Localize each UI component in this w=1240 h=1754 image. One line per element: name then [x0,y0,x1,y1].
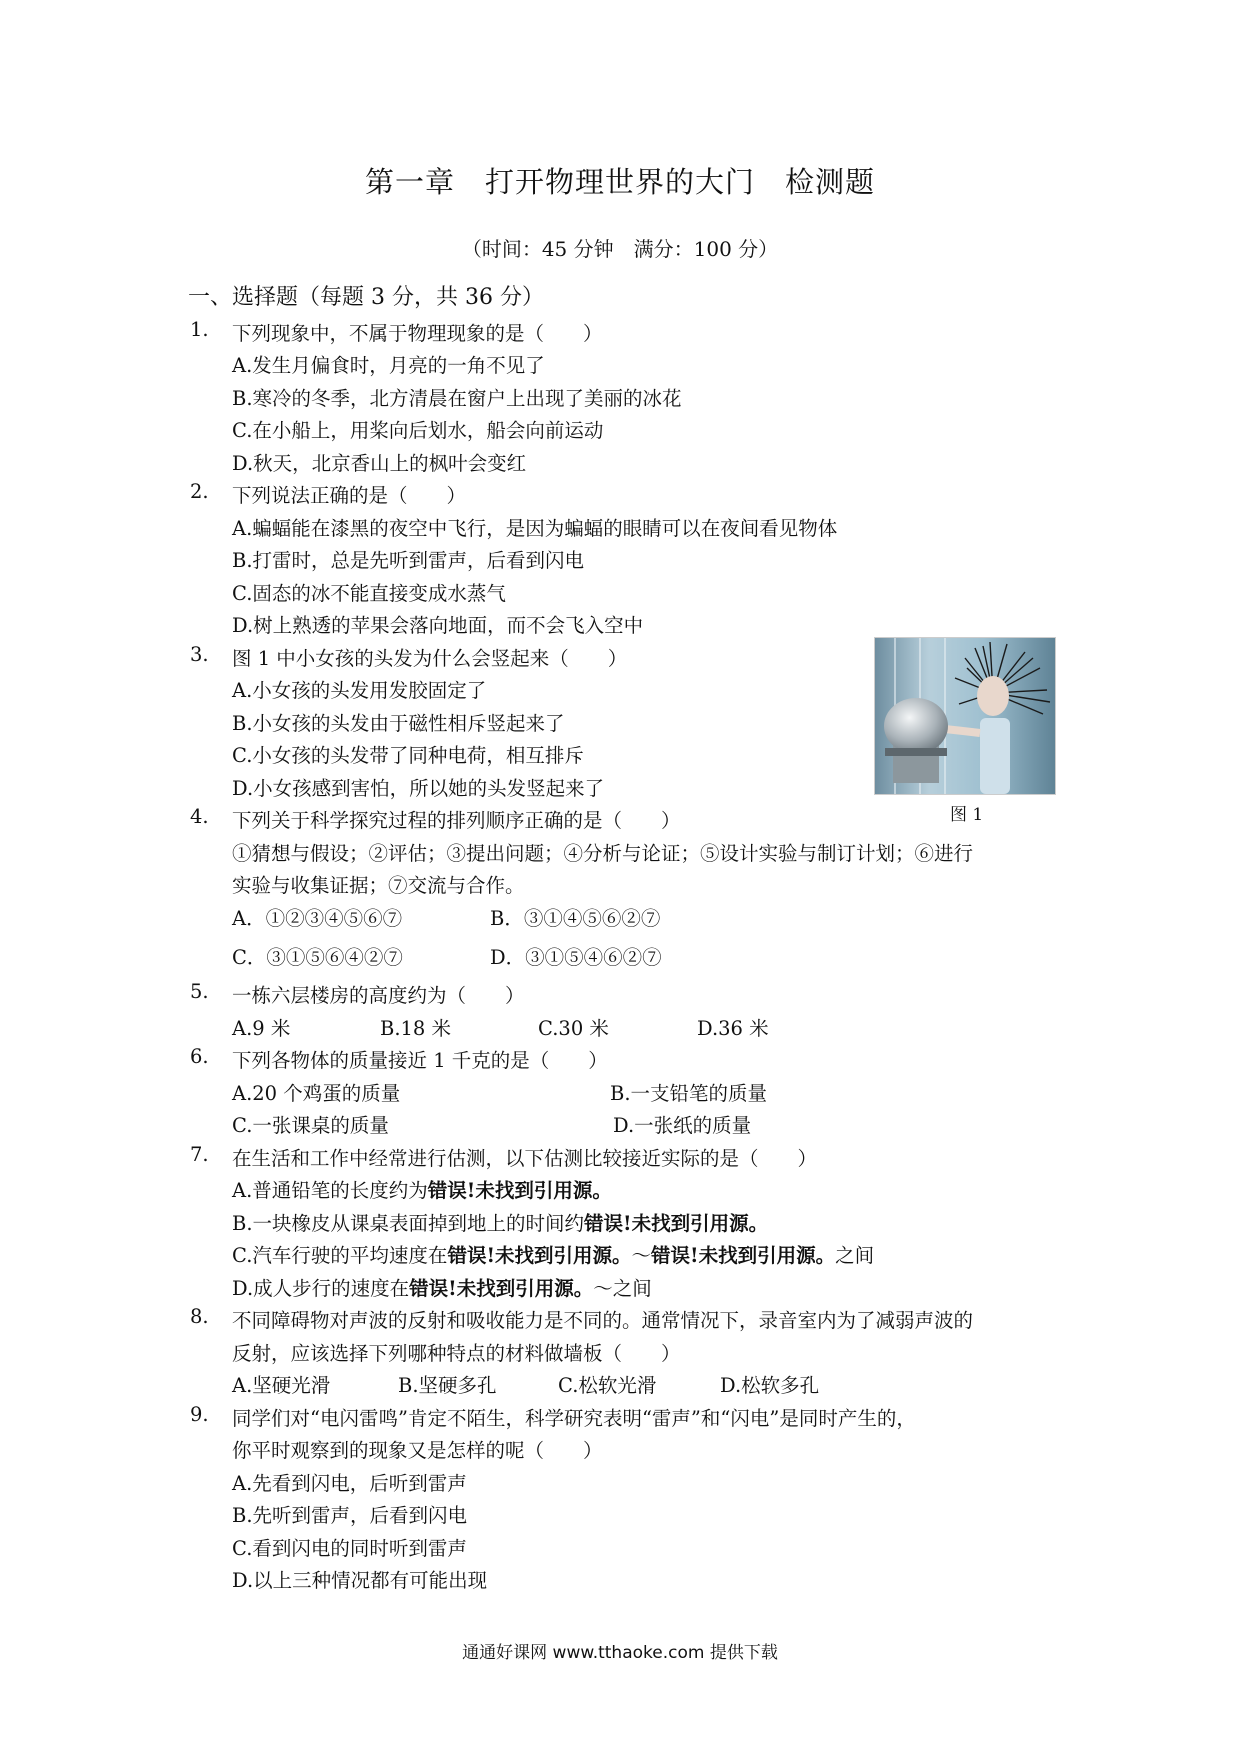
option-d: D.松软多孔 [720,1374,820,1397]
question-number: 8. [190,1305,209,1328]
option-a: A.蝙蝠能在漆黑的夜空中飞行，是因为蝙蝠的眼睛可以在夜间看见物体 [232,517,838,540]
reference-error-text: 错误!未找到引用源。 [584,1212,769,1235]
question-stem: 图 1 中小女孩的头发为什么会竖起来（ ） [232,647,628,670]
option-d: D.以上三种情况都有可能出现 [232,1569,488,1592]
exam-time-info: （时间：45 分钟 满分：100 分） [461,237,779,261]
question-number: 2. [190,480,209,503]
option-a [232,1175,612,1203]
option-a: A．①②③④⑤⑥⑦ [232,907,403,930]
option-c: C.一张课桌的质量 [232,1114,389,1137]
question-stem: 同学们对“电闪雷鸣”肯定不陌生，科学研究表明“雷声”和“闪电”是同时产生的， [232,1407,916,1430]
range-separator: ～ [631,1244,652,1267]
option-d: D.小女孩感到害怕，所以她的头发竖起来了 [232,777,605,800]
option-b: B.小女孩的头发由于磁性相斥竖起来了 [232,712,565,735]
question-stem: 下列现象中，不属于物理现象的是（ ） [232,322,603,345]
option-c [232,1240,874,1268]
question-number: 6. [190,1045,209,1068]
option-d: D.36 米 [697,1017,769,1040]
option-b: B.寒冷的冬季，北方清晨在窗户上出现了美丽的冰花 [232,387,682,410]
option-d: D.树上熟透的苹果会落向地面，而不会飞入空中 [232,614,644,637]
question-stem: 一栋六层楼房的高度约为（ ） [232,984,525,1007]
reference-error-text: 错误!未找到引用源。 [409,1277,594,1300]
option-a: A.9 米 [232,1017,291,1040]
reference-error-text: 错误!未找到引用源。 [447,1244,632,1267]
section-heading: 一、选择题（每题 3 分，共 36 分） [188,285,544,310]
page-title: 第一章 打开物理世界的大门 检测题 [364,165,875,199]
question-number: 5. [190,980,209,1003]
option-text: ～之间 [593,1277,652,1300]
question-stem: 不同障碍物对声波的反射和吸收能力是不同的。通常情况下，录音室内为了减弱声波的 [232,1309,974,1332]
option-a: A.先看到闪电，后听到雷声 [232,1472,467,1495]
option-c: C.小女孩的头发带了同种电荷，相互排斥 [232,744,584,767]
option-text: C.汽车行驶的平均速度在 [232,1244,448,1267]
reference-error-text: 错误!未找到引用源。 [651,1244,836,1267]
option-b [232,1208,768,1236]
option-a: A.坚硬光滑 [232,1374,331,1397]
option-c: C.在小船上，用桨向后划水，船会向前运动 [232,419,604,442]
question-number: 3. [190,643,209,666]
option-b: B.打雷时，总是先听到雷声，后看到闪电 [232,549,585,572]
option-text: D.成人步行的速度在 [232,1277,410,1300]
question-number: 9. [190,1403,209,1426]
reference-error-text: 错误!未找到引用源。 [427,1179,612,1202]
question-stem: 在生活和工作中经常进行估测，以下估测比较接近实际的是（ ） [232,1147,818,1170]
option-text: A.普通铅笔的长度约为 [232,1179,428,1202]
option-c: C.看到闪电的同时听到雷声 [232,1537,467,1560]
option-d: D．③①⑤④⑥②⑦ [490,946,662,969]
option-d: D.秋天，北京香山上的枫叶会变红 [232,452,527,475]
option-c: C.固态的冰不能直接变成水蒸气 [232,582,506,605]
footer-source: 通通好课网 www.tthaoke.com 提供下载 [462,1643,778,1663]
question-stem: 下列说法正确的是（ ） [232,484,467,507]
option-c: C．③①⑤⑥④②⑦ [232,946,403,969]
inquiry-steps-line-1: ①猜想与假设；②评估；③提出问题；④分析与论证；⑤设计实验与制订计划；⑥进行 [232,842,974,865]
option-d [232,1273,652,1301]
question-stem-continued: 反射，应该选择下列哪种特点的材料做墙板（ ） [232,1342,681,1365]
option-c: C.30 米 [538,1017,609,1040]
option-d: D.一张纸的质量 [613,1114,752,1137]
question-number: 1. [190,318,209,341]
question-stem-continued: 你平时观察到的现象又是怎样的呢（ ） [232,1439,603,1462]
question-stem: 下列各物体的质量接近 1 千克的是（ ） [232,1049,608,1072]
option-a: A.小女孩的头发用发胶固定了 [232,679,487,702]
option-b: B.一支铅笔的质量 [610,1082,768,1105]
inquiry-steps-line-2: 实验与收集证据；⑦交流与合作。 [232,874,525,897]
option-text: 之间 [835,1244,875,1267]
option-b: B.18 米 [380,1017,452,1040]
figure-caption: 图 1 [950,805,984,825]
option-text: B.一块橡皮从课桌表面掉到地上的时间约 [232,1212,585,1235]
figure-girl-static-hair [874,637,1056,795]
option-b: B．③①④⑤⑥②⑦ [490,907,661,930]
option-b: B.坚硬多孔 [398,1374,497,1397]
question-stem: 下列关于科学探究过程的排列顺序正确的是（ ） [232,809,681,832]
question-number: 4. [190,805,209,828]
question-number: 7. [190,1143,209,1166]
option-a: A.20 个鸡蛋的质量 [232,1082,401,1105]
girl-static-electricity-illustration [875,638,1055,794]
option-c: C.松软光滑 [558,1374,657,1397]
option-b: B.先听到雷声，后看到闪电 [232,1504,468,1527]
option-a: A.发生月偏食时，月亮的一角不见了 [232,354,545,377]
